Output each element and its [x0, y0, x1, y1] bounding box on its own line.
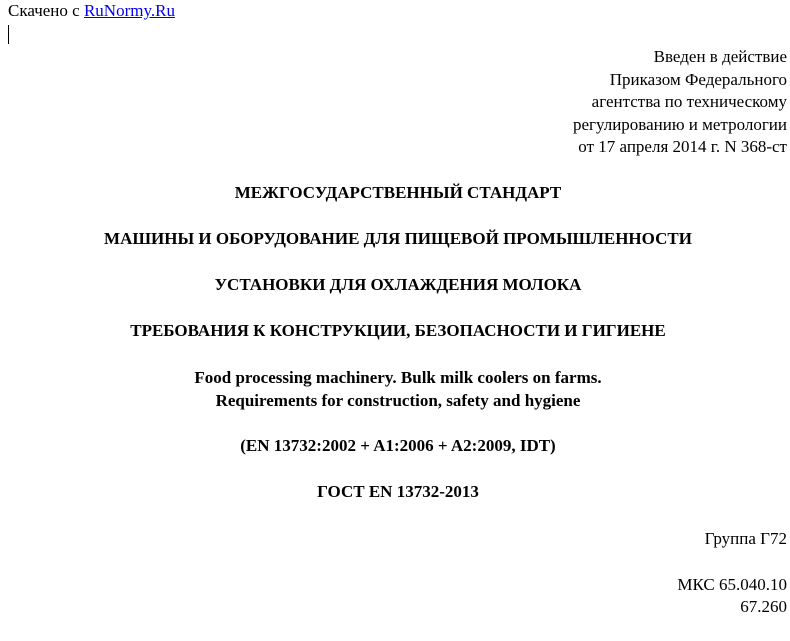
- standard-designation: ГОСТ EN 13732-2013: [317, 482, 479, 501]
- mks-code: [677, 574, 787, 618]
- text-cursor: [8, 25, 9, 44]
- enactment-line: агентства по техническому: [591, 92, 787, 111]
- equivalence-note: (EN 13732:2002 + A1:2006 + A2:2009, IDT): [240, 436, 556, 455]
- standard-type-heading: МЕЖГОСУДАРСТВЕННЫЙ СТАНДАРТ: [234, 183, 562, 202]
- source-line: [8, 1, 175, 21]
- mks-code-line: 67.260: [740, 597, 787, 616]
- enactment-line: регулированию и метрологии: [572, 114, 787, 134]
- enactment-line: от 17 апреля 2014 г. N 368-ст: [578, 137, 787, 156]
- english-title-line: Food processing machinery. Bulk milk coolers on farms.: [194, 368, 602, 387]
- group-code-text: Группа Г72: [704, 529, 787, 548]
- source-prefix: Скачено с: [8, 1, 80, 20]
- title-heading-3: ТРЕБОВАНИЯ К КОНСТРУКЦИИ, БЕЗОПАСНОСТИ И ГИГИЕНЕ: [130, 321, 666, 340]
- mks-code-line: МКС 65.040.10: [677, 575, 787, 594]
- source-link[interactable]: RuNormy.Ru: [83, 1, 175, 20]
- title-heading-1: МАШИНЫ И ОБОРУДОВАНИЕ ДЛЯ ПИЩЕВОЙ ПРОМЫШЛЕННОСТИ: [104, 229, 692, 248]
- english-title-line: Requirements for construction, safety and hygiene: [215, 390, 581, 410]
- group-code: [705, 528, 787, 550]
- enactment-line: Введен в действие: [653, 47, 787, 66]
- title-heading-2: УСТАНОВКИ ДЛЯ ОХЛАЖДЕНИЯ МОЛОКА: [214, 275, 582, 294]
- english-title: [0, 367, 790, 412]
- enactment-line: Приказом Федерального: [609, 69, 787, 89]
- enactment-note: [573, 46, 787, 159]
